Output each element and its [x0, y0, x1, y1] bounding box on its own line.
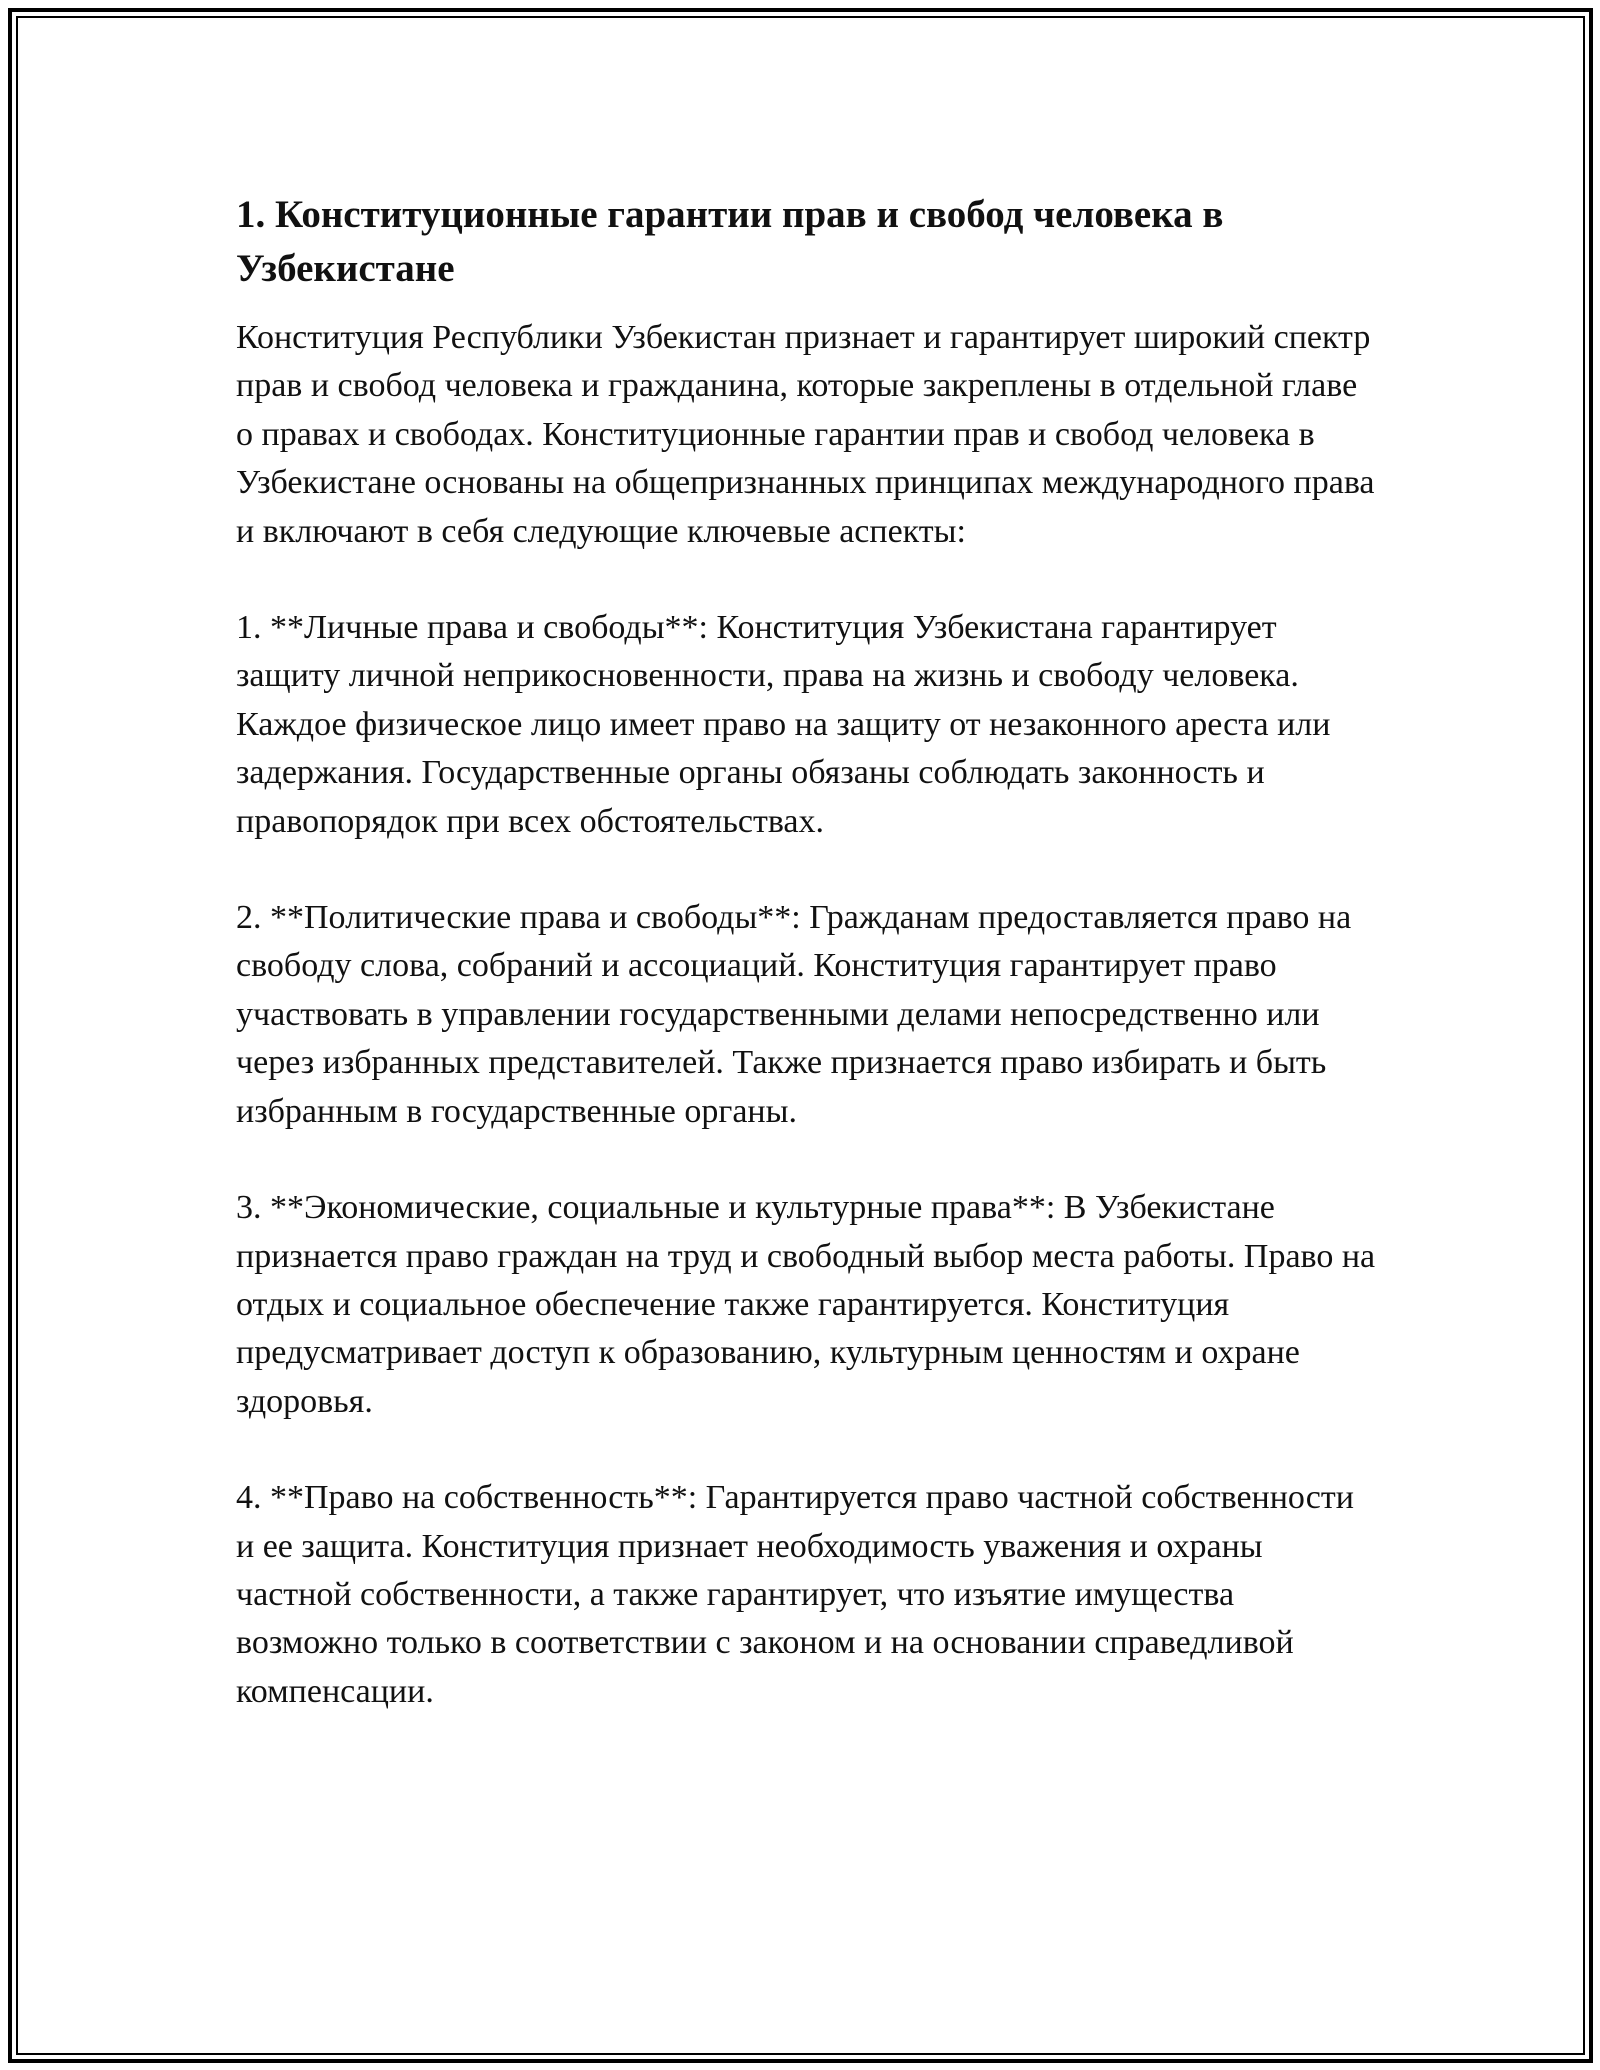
document-body [236, 188, 1376, 1716]
intro-paragraph: Конституция Республики Узбекистан признает и гарантирует широкий спектр прав и свобод человека и гражданина, которые закреплены в отдельной главе о правах и свободах. Конституционные гарантии прав и свобод человека в Узбекистане основаны на общепризнанных принципах международного права и включают в себя следующие ключевые аспекты: [236, 319, 1375, 550]
paragraph-spacer [236, 1426, 1376, 1474]
document-title: 1. Конституционные гарантии прав и свобод человека в Узбекистане [236, 193, 1224, 290]
list-item-political-rights: 2. **Политические права и свободы**: Гражданам предоставляется право на свободу слова, собраний и ассоциаций. Конституция гарантирует право участвовать в управлении государственными делами непосредственно или через избранных представителей. Также признается право избирать и быть избранным в государственные органы. [236, 899, 1352, 1130]
list-item-personal-rights: 1. **Личные права и свободы**: Конституция Узбекистана гарантирует защиту личной неприкосновенности, права на жизнь и свободу человека. Каждое физическое лицо имеет право на защиту от незаконного ареста или задержания. Государственные органы обязаны соблюдать законность и правопорядок при всех обстоятельствах. [236, 609, 1331, 840]
list-item-property-rights: 4. **Право на собственность**: Гарантируется право частной собственности и ее защита. Конституция признает необходимость уважения и охраны частной собственности, а также гарантирует, что изъятие имущества возможно только в соответствии с законом и на основании справедливой компенсации. [236, 1479, 1354, 1710]
paragraph-spacer [236, 1136, 1376, 1184]
list-item-economic-rights: 3. **Экономические, социальные и культурные права**: В Узбекистане признается право граждан на труд и свободный выбор места работы. Право на отдых и социальное обеспечение также гарантируется. Конституция предусматривает доступ к образованию, культурным ценностям и охране здоровья. [236, 1189, 1376, 1420]
paragraph-spacer [236, 846, 1376, 894]
paragraph-spacer [236, 556, 1376, 604]
